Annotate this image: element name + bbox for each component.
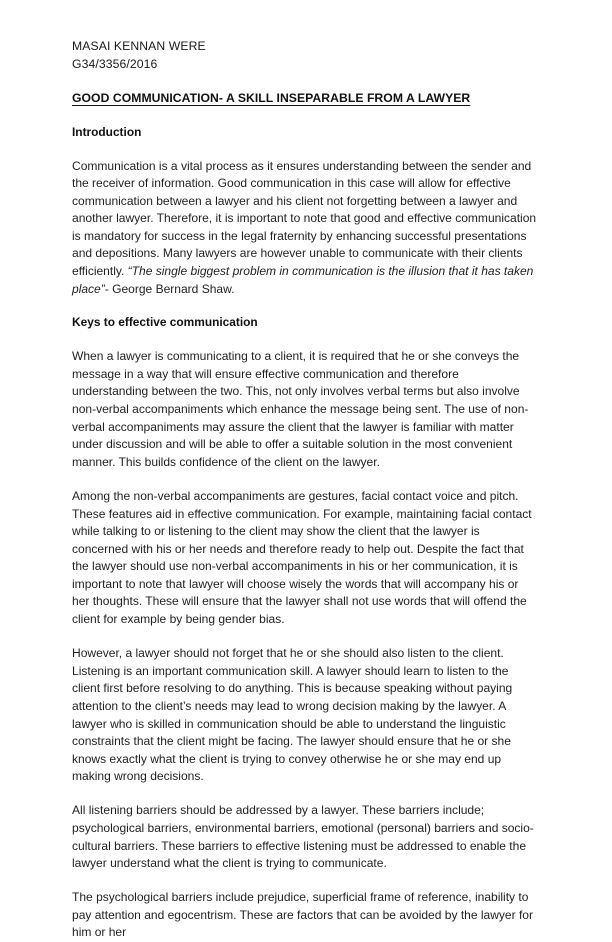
- paragraph-intro-1: [72, 158, 538, 299]
- paragraph-intro-1-quote: “The single biggest problem in communication is the illusion that it has taken place”: [72, 264, 534, 296]
- document-title: GOOD COMMUNICATION- A SKILL INSEPARABLE FROM A LAWYER: [72, 91, 471, 105]
- author-block: [72, 38, 538, 73]
- paragraph-intro-1-attribution: - George Bernard Shaw.: [104, 281, 235, 296]
- section-heading-introduction: Introduction: [72, 124, 142, 139]
- section-heading-keys: Keys to effective communication: [72, 315, 258, 330]
- paragraph-keys-2: Among the non-verbal accompaniments are gestures, facial contact voice and pitch. These features aid in effective communication. For example, maintaining facial contact while talking to or listening to the client may show the client that the lawyer is concerned with his or her needs and therefore ready to help out. Despite the fact that the lawyer should use non-verbal accompaniments in his or her communication, it is important to note that lawyer will choose wisely the words that will accompany his or her thoughts. These will ensure that the lawyer shall not use words that will offend the client for example by being gender bias.: [72, 488, 532, 627]
- registration-number: G34/3356/2016: [72, 56, 158, 71]
- paragraph-keys-3: However, a lawyer should not forget that he or she should also listen to the client. Listening is an important communication skill. A lawyer should learn to listen to the client first before resolving to do anything. This is because speaking without paying attention to the client’s needs may lead to wrong decision making by the lawyer. A lawyer who is skilled in communication should be able to understand the linguistic constraints that the client might be facing. The lawyer should ensure that he or she knows exactly what the client is trying to convey otherwise he or she may end up making wrong decisions.: [72, 646, 513, 784]
- author-name: MASAI KENNAN WERE: [72, 39, 206, 53]
- paragraph-intro-1-lead: Communication is a vital process as it ensures understanding between the sender and the receiver of information. Good communication in this case will allow for effective communication between a lawyer and his client not forgetting between a lawyer and another lawyer. Therefore, it is important to note that good and effective communication is mandatory for success in the legal fraternity by enhancing successful presentations and depositions. Many lawyers are however unable to communicate with their clients efficiently.: [72, 158, 537, 279]
- document-title-wrapper: [72, 73, 538, 108]
- paragraph-keys-4: All listening barriers should be addressed by a lawyer. These barriers include; psychological barriers, environmental barriers, emotional (personal) barriers and socio-cultural barriers. These barriers to effective listening must be addressed to enable the lawyer understand what the client is trying to communicate.: [72, 803, 534, 871]
- paragraph-keys-5: The psychological barriers include prejudice, superficial frame of reference, inability to pay attention and egocentrism. These are factors that can be avoided by the lawyer for him or her: [72, 890, 533, 940]
- paragraph-keys-1: When a lawyer is communicating to a client, it is required that he or she conveys the message in a way that will ensure effective communication and therefore understanding between the two. This, not only involves verbal terms but also involve non-verbal accompaniments which enhance the message being sent. The use of non-verbal accompaniments may assure the client that the lawyer is familiar with matter under discussion and will be able to offer a suitable solution in the most convenient manner. This builds confidence of the client on the lawyer.: [72, 349, 529, 469]
